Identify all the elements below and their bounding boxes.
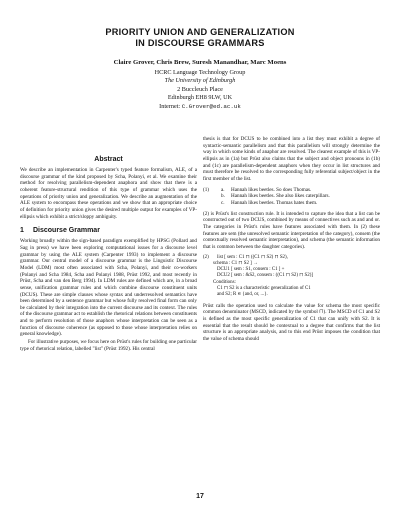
example-2-rule	[203, 255, 380, 299]
section-paragraph-2: For illustrative purposes, we focus here on Prüst's rules for building one particular type of rhetorical relation, labelled "list" (Prüst 1992). His central	[20, 339, 197, 352]
affiliation-street: 2 Buccleuch Place	[177, 85, 223, 93]
author-block	[0, 59, 400, 112]
example-1a	[203, 187, 380, 194]
right-column	[203, 136, 380, 343]
paper-title	[0, 27, 400, 49]
section-paragraph-1: Working broadly within the sign-based paradigm exemplified by HPSG (Pollard and Sag in press) we have been exploring computational issues for a discourse level grammar by using the ALE system (Carpenter 1993) to implement a discourse grammar. Our central model of a discourse grammar is the Linguistic Discourse Model (LDM) most often associated with Scha, Polanyi, and their co-workers (Polanyi and Scha 1984, Scha and Polanyi 1988, Prüst 1992, and most recently in Prüst, Scha and van den Berg 1994). In LDM rules are defined which are, in a broad sense, unification grammar rules and which combine discourse constituent units (DCUS). These are simple clauses whose syntax and underresolved semantics have been determined by a sentence grammar but whose fully resolved final form can only be calculated by their integration into the current discourse and its context. The rules of the discourse grammar act to establish the rhetorical relations between constituents and to perform resolution of those anaphors whose interpretation can be seen as a function of discourse coherence (as opposed to those whose interpretation relies on general knowledge).	[20, 238, 197, 338]
abstract-text: We describe an implementation in Carpenter's typed feature formalism, ALE, of a discourse grammar of the kind proposed by Scha, Polanyi, et al. We examine their method for resolving parallelism-dependent anaphora and show that there is a coherent feature-structural rendition of this type of grammar which uses the operations of priority union and generalization. We describe an augmentation of the ALE system to encompass these operations and we show that an appropriate choice of definition for priority union gives the desired multiple output for examples of VP-ellipsis which exhibit a strict/sloppy ambiguity.	[20, 167, 197, 220]
example-1c-letter: c.	[221, 199, 225, 206]
example-1b	[203, 193, 380, 200]
abstract-heading: Abstract	[94, 156, 123, 163]
example-1a-letter: a.	[221, 186, 225, 193]
section-number: 1	[20, 227, 24, 235]
internet-label: Internet:	[159, 102, 181, 110]
rule-condition-2: and S2; R ∈ {and, or, ...}.	[217, 292, 268, 298]
title-line-1: PRIORITY UNION AND GENERALIZATION	[105, 27, 295, 37]
right-paragraph-3: Prüst calls the operation used to calculate the value for schema the most specific common denominator (MSCD, indicated by the symbol ⊓). The MSCD of C1 and S2 is defined as the most specific generalization of C1 that can unify with S2. It is essential that the result should be contextual to a degree that confirms that the list structure is an appropriate analysis, and to this end Prüst imposes the condition that the value of schema should	[203, 302, 380, 342]
affiliation-university: The University of Edinburgh	[164, 77, 236, 85]
example-1c-text: Hannah likes beetles. Thomas hates them.	[231, 199, 318, 206]
affiliation-city: Edinburgh EH8 9LW, UK	[167, 94, 233, 102]
email-line	[0, 103, 400, 112]
rule-condition-1: C1 ⊓ S2 is a characteristic generalization of C1	[217, 285, 311, 291]
rule-line-3: DCU1 [ sem : S1, consem : C1 ] +	[217, 267, 285, 273]
page-number: 17	[196, 493, 204, 500]
rule-line-1: list [ sem : C1 ⊓ ((C1 ⊓ S2) ⊓ S2),	[217, 254, 288, 260]
example-1-number: (1)	[203, 186, 209, 193]
author-names: Claire Grover, Chris Brew, Suresh Manandhar, Marc Moens	[113, 59, 287, 66]
rule-line-4: DCU2 [ sem : &S2, consem : ((C1 ⊓ S2) ⊓ S2)]	[217, 273, 313, 279]
email-address: C.Grover@ed.ac.uk	[181, 102, 241, 110]
example-1	[203, 187, 380, 207]
example-1b-letter: b.	[221, 193, 225, 200]
example-1a-text: Hannah likes beetles. So does Thomas.	[231, 186, 312, 193]
title-line-2: IN DISCOURSE GRAMMARS	[135, 38, 265, 48]
example-1c	[203, 200, 380, 207]
affiliation-group: HCRC Language Technology Group	[154, 68, 246, 76]
right-paragraph-2: (2) is Prüst's list construction rule. It is intended to capture the idea that a list can be constructed out of two DCUS, combined by means of connectives such as and and or. The categories in Prüst's rules have features associated with them. In (2) these features are sem (the unresolved semantic interpretation of the category), consem (the contextually resolved semantic interpretation), and schema (the semantic information that is common between the daughter categories).	[203, 210, 380, 250]
right-paragraph-1: thesis is that for DCUS to be combined into a list they must exhibit a degree of syntactic-semantic parallelism and that this parallelism will strongly determine the way in which some kinds of anaphor are resolved. The clearest example of this is VP-ellipsis as in (1a) but Prüst also claims that the subject and object pronouns in (1b) and (1c) are parallelism-dependent anaphors when they occur in list structures and must therefore be resolved to the corresponding fully referential subject/object in the first member of the list.	[203, 136, 380, 182]
rule-conditions-label: Conditions:	[213, 279, 236, 285]
example-1b-text: Hannah likes beetles. She also likes caterpillars.	[231, 193, 330, 200]
left-column	[20, 155, 197, 352]
example-2-number: (2)	[203, 254, 209, 260]
rule-line-2: schema : C1 ⊓ S2 ] →	[213, 260, 258, 266]
section-title: Discourse Grammar	[33, 227, 100, 235]
section-heading	[20, 226, 197, 235]
